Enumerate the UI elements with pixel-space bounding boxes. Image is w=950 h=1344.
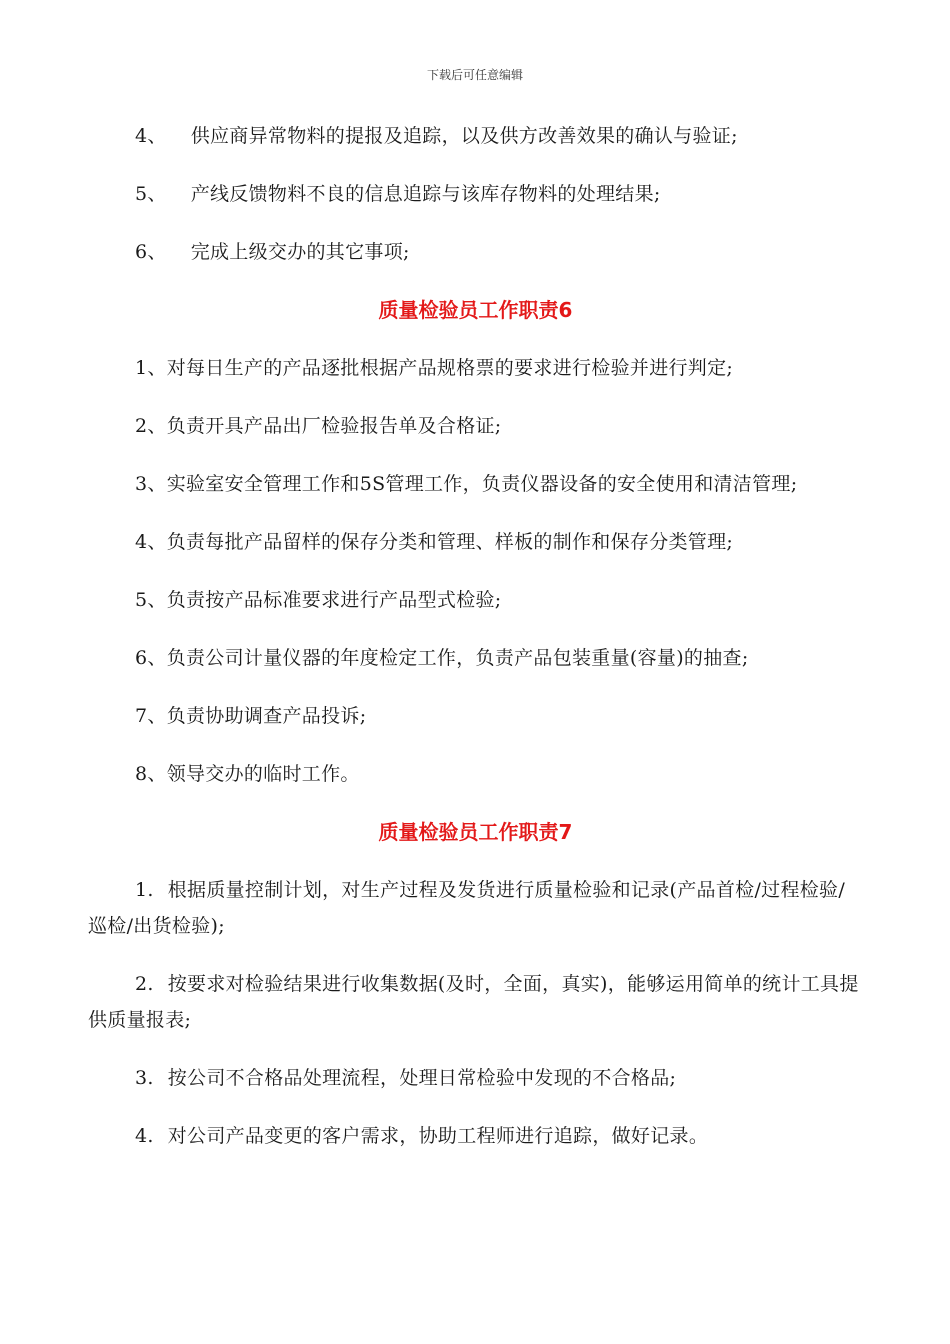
- list-item: 4、负责每批产品留样的保存分类和管理、样板的制作和保存分类管理;: [135, 531, 734, 553]
- list-item: 8、领导交办的临时工作。: [135, 763, 360, 785]
- list-item: 1、对每日生产的产品逐批根据产品规格票的要求进行检验并进行判定;: [135, 357, 734, 379]
- list-item: 5、负责按产品标准要求进行产品型式检验;: [135, 589, 502, 611]
- list-item: 2. 按要求对检验结果进行收集数据(及时，全面，真实)，能够运用简单的统计工具提供质量报表;: [88, 973, 859, 1031]
- list-item: 6、 完成上级交办的其它事项;: [135, 241, 410, 263]
- list-item: 7、负责协助调查产品投诉;: [135, 705, 367, 727]
- document-body: [88, 118, 863, 1176]
- list-item: 4、 供应商异常物料的提报及追踪，以及供方改善效果的确认与验证;: [135, 125, 738, 147]
- list-item: 5、 产线反馈物料不良的信息追踪与该库存物料的处理结果;: [135, 183, 661, 205]
- page-header: 下载后可任意编辑: [426, 68, 523, 82]
- list-item: 1. 根据质量控制计划，对生产过程及发货进行质量检验和记录(产品首检/过程检验/巡检/出货检验);: [88, 879, 846, 937]
- section-title: 质量检验员工作职责7: [378, 820, 573, 844]
- section-title: 质量检验员工作职责6: [378, 298, 573, 322]
- list-item: 6、负责公司计量仪器的年度检定工作，负责产品包装重量(容量)的抽查;: [135, 647, 749, 669]
- list-item: 3、实验室安全管理工作和5S管理工作，负责仪器设备的安全使用和清洁管理;: [135, 473, 798, 495]
- list-item: 4. 对公司产品变更的客户需求，协助工程师进行追踪，做好记录。: [135, 1125, 709, 1147]
- list-item: 2、负责开具产品出厂检验报告单及合格证;: [135, 415, 502, 437]
- list-item: 3. 按公司不合格品处理流程，处理日常检验中发现的不合格品;: [135, 1067, 677, 1089]
